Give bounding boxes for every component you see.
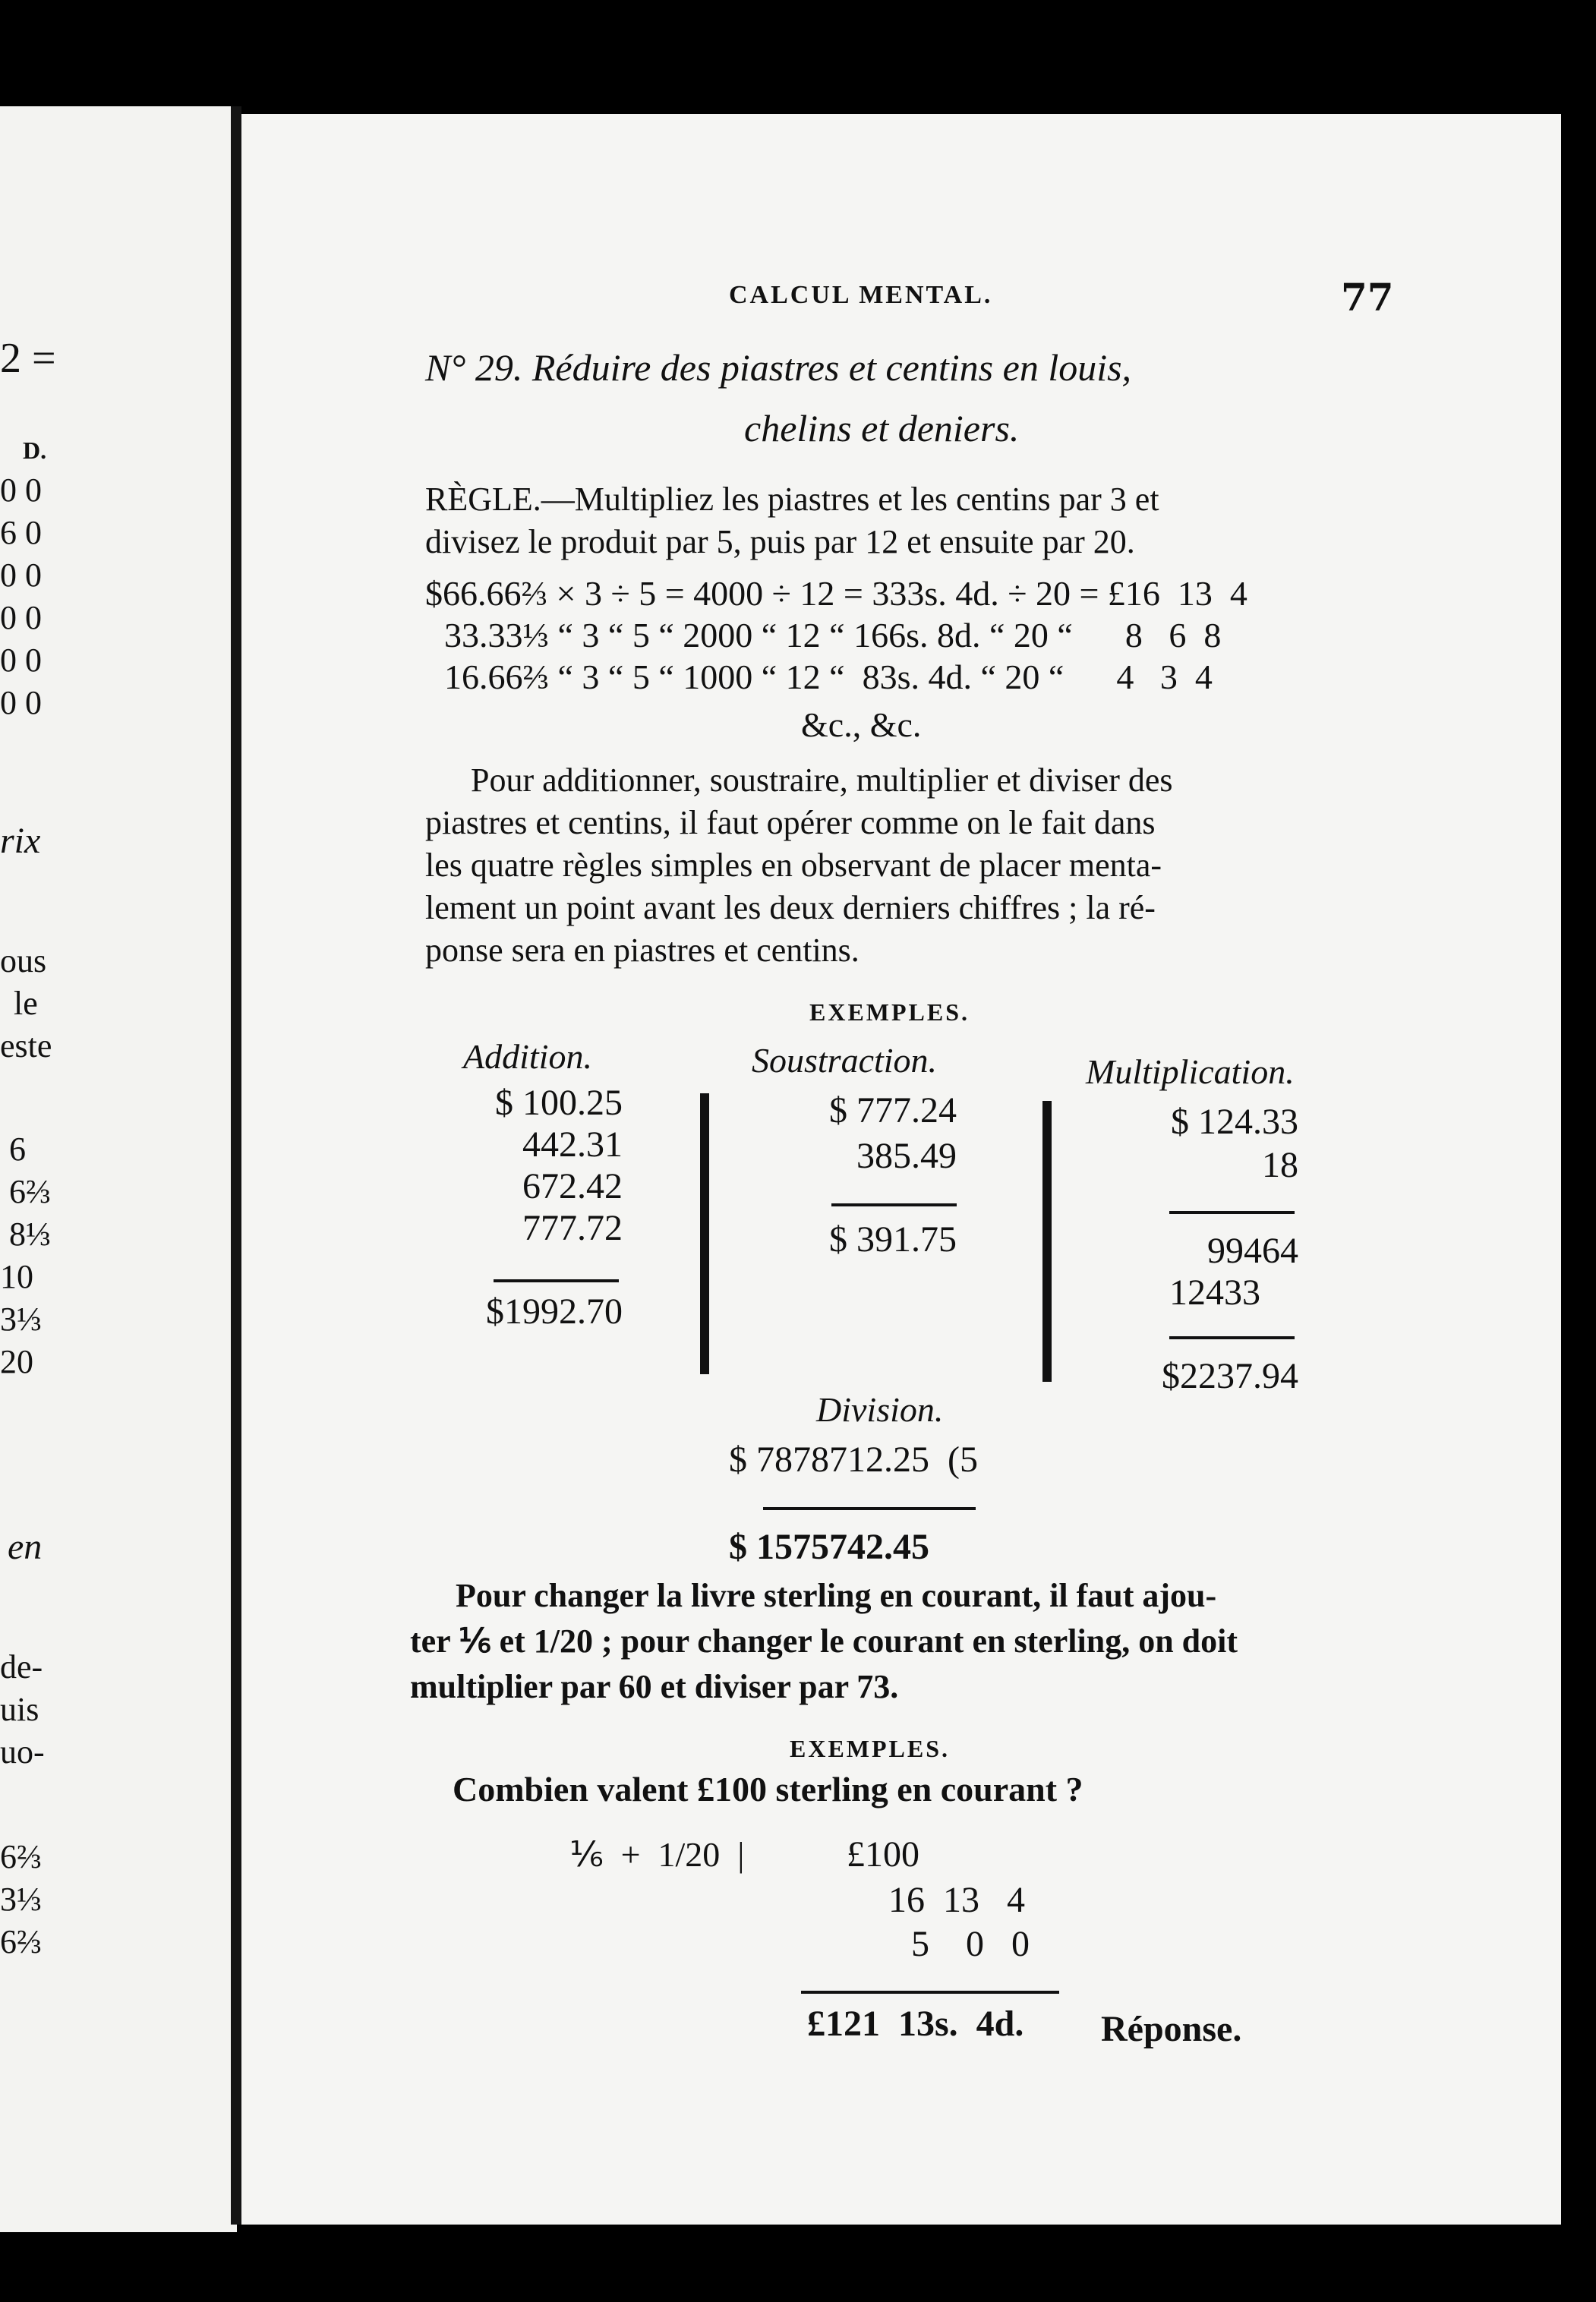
left-fragment: D. [23, 437, 47, 464]
division-result: $ 1575742.45 [729, 1527, 929, 1567]
answer-label: Réponse. [1101, 2009, 1242, 2049]
left-fragment: 3⅓ [0, 1301, 42, 1338]
left-fragment: 0 0 [0, 471, 42, 509]
left-fragment: 2 = [0, 335, 56, 382]
left-fragment: 6⅔ [0, 1838, 42, 1875]
left-fragment: 6 [9, 1131, 26, 1168]
multiplication-line: $ 124.33 [1171, 1102, 1298, 1142]
multiplication-rule [1169, 1211, 1295, 1214]
rule-paragraph [425, 478, 1389, 563]
addition-heading: Addition. [463, 1037, 592, 1076]
rule-line: RÈGLE.—Multipliez les piastres et les centins par 3 et [425, 481, 1159, 518]
conversion-row: 5 0 0 [911, 1924, 1030, 1964]
addition-rule [494, 1279, 619, 1282]
section-title-line1: N° 29. Réduire des piastres et centins en louis, [425, 346, 1132, 389]
left-fragment: uis [0, 1691, 39, 1728]
rule-line: divisez le produit par 5, puis par 12 et ensuite par 20. [425, 523, 1135, 560]
left-fragment: de- [0, 1648, 43, 1686]
left-fragment: 6 0 [0, 514, 42, 551]
equation-line: 16.66⅔ “ 3 “ 5 “ 1000 “ 12 “ 83s. 4d. “ 20 “ 4 3 4 [444, 657, 1213, 696]
left-fragment: este [0, 1027, 52, 1064]
left-fragment: 20 [0, 1343, 33, 1380]
left-fragment: 0 0 [0, 599, 42, 636]
etc-text: &c., &c. [801, 705, 922, 744]
multiplication-rule [1169, 1336, 1295, 1339]
paragraph-line: les quatre règles simples en observant de placer menta- [425, 847, 1162, 884]
left-fragment: 3⅓ [0, 1881, 42, 1918]
left-fragment: en [8, 1527, 43, 1567]
soustraction-result: $ 391.75 [829, 1219, 957, 1260]
left-fragment: 0 0 [0, 642, 42, 679]
division-rule [763, 1507, 976, 1510]
section-title-line2: chelins et deniers. [744, 407, 1020, 449]
multiplication-partial: 12433 [1169, 1272, 1260, 1313]
addition-line: 777.72 [522, 1208, 623, 1248]
left-fragment: rix [0, 821, 41, 861]
multiplication-partial: 99464 [1207, 1231, 1298, 1271]
column-divider [700, 1093, 709, 1374]
multiplication-result: $2237.94 [1162, 1356, 1298, 1396]
addition-line: $ 100.25 [495, 1083, 623, 1123]
left-fragment: 6⅔ [9, 1173, 51, 1210]
paragraph-line: ponse sera en piastres et centins. [425, 932, 860, 969]
running-title: CALCUL MENTAL. [729, 281, 993, 309]
paragraph-line: piastres et centins, il faut opérer comme on le fait dans [425, 804, 1156, 841]
paragraph-line: ter ⅙ et 1/20 ; pour changer le courant en sterling, on doit [410, 1622, 1238, 1660]
paragraph-line: lement un point avant les deux derniers chiffres ; la ré- [425, 889, 1156, 926]
left-fragment: ous [0, 942, 47, 979]
book-gutter [231, 106, 241, 2225]
equation-line: $66.66⅔ × 3 ÷ 5 = 4000 ÷ 12 = 333s. 4d. ÷ 20 = £16 13 4 [425, 574, 1247, 613]
multiplication-heading: Multiplication. [1086, 1052, 1295, 1091]
addition-total: $1992.70 [486, 1291, 623, 1332]
soustraction-heading: Soustraction. [752, 1041, 938, 1080]
left-fragment: le [14, 985, 38, 1022]
equation-line: 33.33⅓ “ 3 “ 5 “ 2000 “ 12 “ 166s. 8d. “ 20 “ 8 6 8 [444, 616, 1222, 654]
exemples-heading: EXEMPLES. [790, 1735, 951, 1762]
paragraph-line: Pour additionner, soustraire, multiplier et diviser des [471, 762, 1173, 799]
left-fragment: 0 0 [0, 557, 42, 594]
conversion-rule [801, 1991, 1059, 1994]
division-heading: Division. [816, 1390, 944, 1429]
paragraph-line: Pour changer la livre sterling en courant, il faut ajou- [456, 1577, 1217, 1614]
soustraction-rule [831, 1203, 957, 1206]
exemples-heading: EXEMPLES. [809, 998, 970, 1026]
left-fragment: uo- [0, 1733, 45, 1771]
conversion-total: £121 13s. 4d. [807, 2004, 1024, 2044]
conversion-fractions: ⅙ + 1/20 | [569, 1835, 745, 1874]
left-fragment: 0 0 [0, 684, 42, 721]
addition-line: 442.31 [522, 1124, 623, 1165]
paragraph-line: multiplier par 60 et diviser par 73. [410, 1668, 899, 1705]
left-fragment: 6⅔ [0, 1923, 42, 1960]
question-text: Combien valent £100 sterling en courant ? [453, 1770, 1083, 1808]
left-fragment: 8⅓ [9, 1216, 51, 1253]
multiplication-line: 18 [1262, 1145, 1298, 1185]
column-divider [1042, 1101, 1052, 1382]
left-fragment: 10 [0, 1258, 33, 1295]
paragraph-three [410, 1573, 1374, 1710]
page-number: 77 [1341, 275, 1394, 320]
division-dividend: $ 7878712.25 (5 [729, 1440, 978, 1480]
addition-line: 672.42 [522, 1166, 623, 1206]
soustraction-line: $ 777.24 [829, 1090, 957, 1131]
paragraph-two [425, 759, 1389, 972]
soustraction-line: 385.49 [856, 1136, 957, 1176]
conversion-base: £100 [847, 1834, 919, 1875]
conversion-row: 16 13 4 [888, 1880, 1025, 1920]
